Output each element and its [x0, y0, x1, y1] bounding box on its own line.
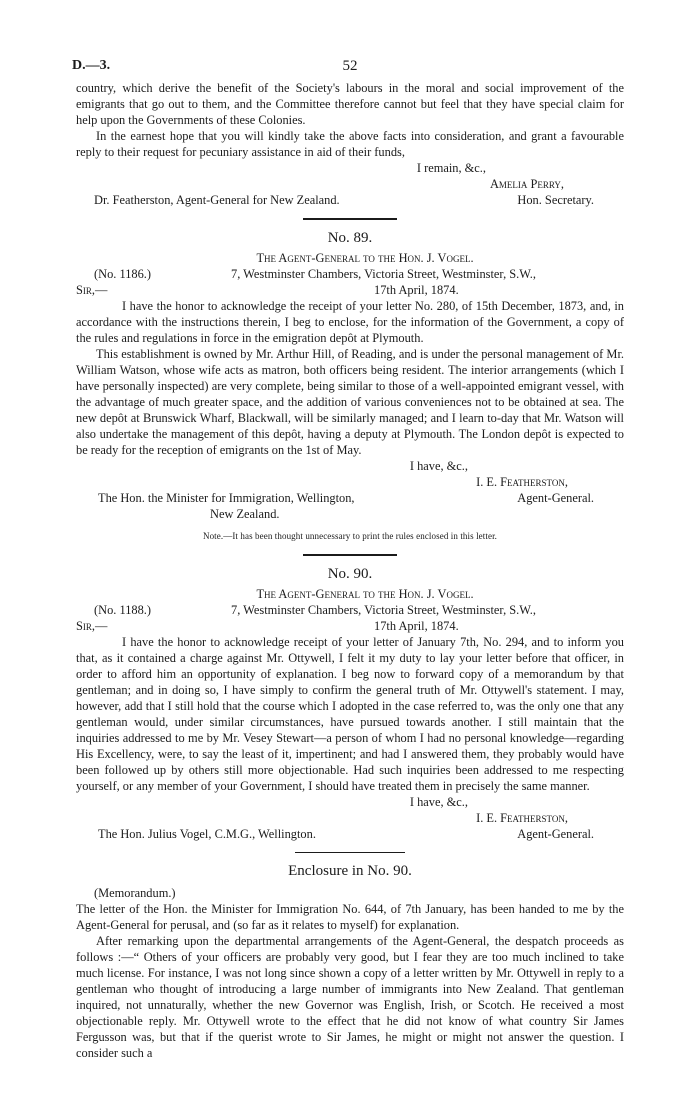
section-divider	[295, 852, 405, 853]
signature: Amelia Perry,	[489, 177, 564, 191]
paragraph: After remarking upon the departmental arrangements of the Agent-General, the despatch proceeds as follows :—“ Others of your officers are probably very good, but I fear they are too much inclined to take much license. For instance, I was not long since shown a copy of a letter written by Mr. Ottywell in reply to a gentleman who thought of introducing a large number of immigrants into New Zealand. That gentleman inquired, not unnaturally, whether the new Governor was English, Irish, or Scotch. He received a most objectionable reply. Mr. Ottywell wrote to the effect that he did not know of what country Sir James Fergusson was, but that if the querist wrote to Sir James, he might or might not answer the question. I consider such a	[76, 934, 624, 1060]
addressee: The Hon. the Minister for Immigration, Wellington,	[98, 491, 355, 505]
sender-address: 7, Westminster Chambers, Victoria Street, Westminster, S.W.,	[231, 267, 537, 281]
sender-address: 7, Westminster Chambers, Victoria Street, Westminster, S.W.,	[231, 603, 537, 617]
paragraph: country, which derive the benefit of the Society's labours in the moral and social improvement of the emigrants that go out to them, and the Committee therefore cannot but feel that they have special claim for help upon the Governments of these Colonies.	[76, 81, 624, 127]
paragraph: In the earnest hope that you will kindly take the above facts into consideration, and grant a favourable reply to their request for pecuniary assistance in aid of their funds,	[76, 129, 624, 159]
addressee: Dr. Featherston, Agent-General for New Zealand.	[94, 193, 340, 207]
addressee: The Hon. Julius Vogel, C.M.G., Wellington.	[98, 827, 316, 841]
addressee-line	[76, 826, 624, 842]
address-line	[76, 602, 624, 618]
signer-title: Agent-General.	[517, 491, 594, 505]
letter-number: No. 90.	[327, 566, 373, 582]
letter-number: No. 89.	[327, 230, 373, 246]
letter-date: 17th April, 1874.	[374, 619, 459, 633]
letter-ref: (No. 1188.)	[94, 603, 152, 617]
letter-ref: (No. 1186.)	[94, 267, 152, 281]
addressee-continued: New Zealand.	[210, 507, 280, 521]
page-number: 52	[342, 58, 358, 74]
document-reference: D.—3.	[72, 58, 111, 73]
date-line	[76, 618, 624, 634]
date-line	[76, 282, 624, 298]
section-divider	[303, 218, 397, 220]
memorandum-label: (Memorandum.)	[94, 886, 176, 900]
closing: I have, &c.,	[409, 459, 468, 473]
address-line	[76, 266, 624, 282]
salutation: Sir,—	[76, 619, 108, 633]
section-divider	[303, 554, 397, 556]
paragraph: I have the honor to acknowledge the receipt of your letter No. 280, of 15th December, 1873, and, in accordance with the instructions therein, I beg to enclose, for the information of the Government, a copy of the rules and regulations in force in the emigration depôt at Plymouth.	[76, 299, 624, 345]
addressee-line	[76, 192, 624, 208]
salutation: Sir,—	[76, 283, 108, 297]
paragraph: This establishment is owned by Mr. Arthur Hill, of Reading, and is under the personal management of Mr. William Watson, whose wife acts as matron, both officers being resident. The interior arrangements (which I have personally inspected) are very complete, being similar to those of a well-appointed emigrant vessel, with the advantage of much greater space, and the addition of various conveniences not to be obtained at sea. The new depôt at Brunswick Wharf, Blackwall, will be similarly managed; and I learn to-day that Mr. Watson will also undertake the management of this depôt, having a deputy at Plymouth. The London depôt is expected to be ready for the reception of emigrants on the 1st of May.	[76, 347, 624, 457]
document-page	[72, 58, 624, 1061]
letter-heading: The Agent-General to the Hon. J. Vogel.	[256, 587, 474, 601]
closing: I remain, &c.,	[416, 161, 486, 175]
letter-heading: The Agent-General to the Hon. J. Vogel.	[256, 251, 474, 265]
paragraph: I have the honor to acknowledge receipt of your letter of January 7th, No. 294, and to inform you that, as it contained a charge against Mr. Ottywell, I felt it my duty to lay your letter before that officer, in order to afford him an opportunity of explanation. I beg now to forward copy of a memorandum by that gentleman; and in doing so, I have simply to confirm the general truth of Mr. Ottywell's statement. I may, however, add that I still hold that the course which I adopted in the case referred to, was the only one that any gentleman would, under similar circumstances, have pursued towards another. I still maintain that the inquiries addressed to me by Mr. Vesey Stewart—a person of whom I had no personal knowledge—regarding His Excellency, were, to say the least of it, impertinent; and had I answered them, they probably would have been followed up by others still more objectionable. Had such inquiries been addressed to me respecting yourself, or any member of your Government, I should have treated them in precisely the same manner.	[76, 635, 624, 793]
signature: I. E. Featherston,	[476, 475, 568, 489]
paragraph: The letter of the Hon. the Minister for Immigration No. 644, of 7th January, has been handed to me by the Agent-General for perusal, and (so far as it relates to myself) for explanation.	[76, 902, 624, 932]
closing: I have, &c.,	[409, 795, 468, 809]
addressee-line	[76, 490, 624, 506]
page-header	[72, 58, 624, 80]
signer-title: Agent-General.	[517, 827, 594, 841]
enclosure-title: Enclosure in No. 90.	[288, 863, 412, 879]
editorial-note: Note.—It has been thought unnecessary to print the rules enclosed in this letter.	[202, 531, 498, 541]
letter-date: 17th April, 1874.	[374, 283, 459, 297]
signer-title: Hon. Secretary.	[517, 193, 594, 207]
signature: I. E. Featherston,	[476, 811, 568, 825]
